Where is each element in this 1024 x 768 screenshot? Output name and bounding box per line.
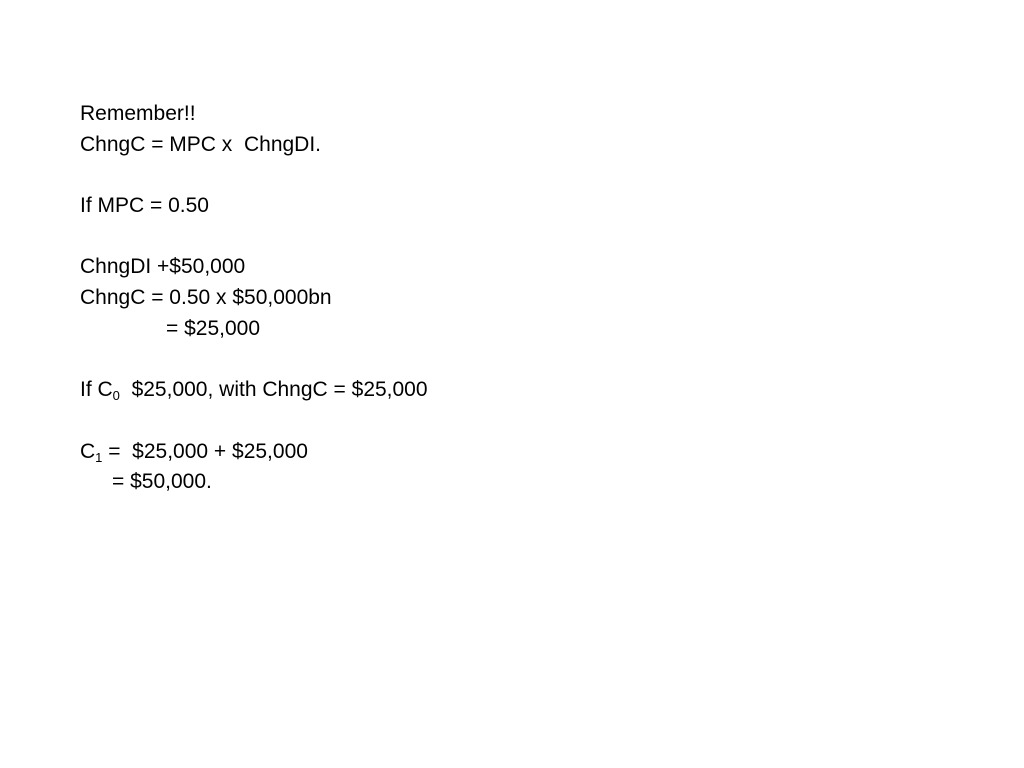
c1-rest: = $25,000 + $25,000 (102, 439, 308, 463)
blank-line (80, 160, 980, 191)
c1-result-line: = $50,000. (112, 470, 212, 494)
blank-line (80, 345, 980, 376)
remember-line: Remember!! (80, 102, 196, 125)
slide-body (80, 99, 980, 498)
c0-line (80, 375, 980, 406)
chngc-result-line: = $25,000 (166, 316, 261, 340)
c0-prefix: If C (80, 378, 113, 402)
mpc-line: If MPC = 0.50 (80, 194, 209, 218)
chngdi-line: ChngDI +$50,000 (80, 255, 246, 279)
blank-line (80, 406, 980, 437)
formula-line: ChngC = MPC x ChngDI. (80, 132, 322, 156)
chngc-line: ChngC = 0.50 x $50,000bn (80, 286, 332, 310)
c1-line (80, 437, 980, 468)
c1-subscript: 1 (95, 449, 103, 465)
c0-rest: $25,000, with ChngC = $25,000 (119, 378, 428, 402)
c0-subscript: 0 (112, 388, 120, 404)
blank-line (80, 222, 980, 253)
c1-prefix: C (80, 439, 96, 463)
